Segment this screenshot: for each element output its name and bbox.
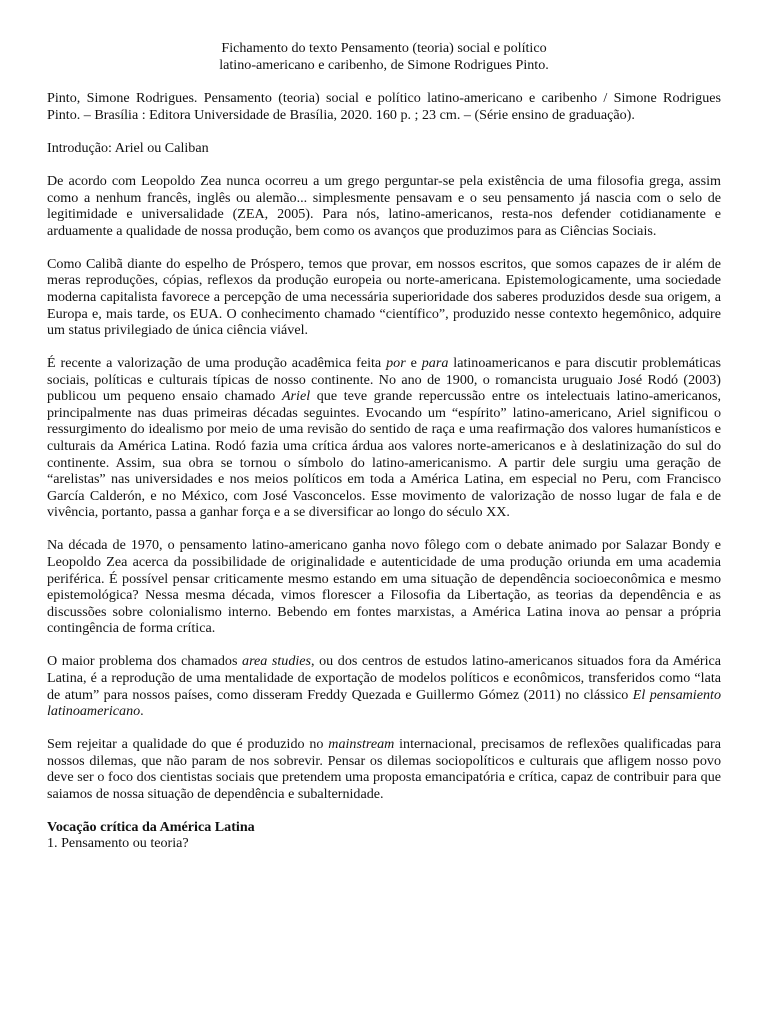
intro-title: Introdução: Ariel ou Caliban bbox=[47, 139, 209, 156]
paragraph-6-text-b: internacional, precisamos de reflexões qualificadas para nossos dilemas, que não param de nos sobrevir. Pensar os dilemas sociopolíticos e culturais que afligem nosso povo deve ser o foco dos cientistas sociais que pretendem uma proposta emancipatória e crítica, capaz de contribuir para que saiamos de nossa situação de dependência e subalternidade. bbox=[47, 736, 721, 802]
paragraph-3-text-a: É recente a valorização de uma produção acadêmica feita bbox=[47, 355, 387, 372]
paragraph-3-text-d: que teve grande repercussão entre os intelectuais latino-americanos, principalmente nas duas primeiras décadas seguintes. Evocando um “espírito” latino-americano, Ariel significou o ressurgimento do idealismo por meio de uma revisão do sentido de raça e uma reafirmação dos valores humanísticos e culturais da América Latina. Rodó fazia uma crítica árdua aos valores norte-americanos e à deslatinização do sul do continente. Assim, sua obra se tornou o símbolo do latino-americanismo. A partir dele surgiu uma geração de “arelistas” nas universidades e nos meios políticos em toda a América Latina, em especial no Peru, com Francisco García Calderón, e no México, com José Vasconcelos. Esse movimento de valorização de nosso lugar de fala e de vivência, portanto, passa a ganhar força e a se diversificar ao longo do século XX. bbox=[47, 388, 721, 521]
bibliographic-reference: Pinto, Simone Rodrigues. Pensamento (teoria) social e político latino-americano e caribenho / Simone Rodrigues Pinto. – Brasília : Editora Universidade de Brasília, 2020. 160 p. ; 23 cm. – (Série ensino de graduação). bbox=[47, 90, 721, 123]
paragraph-3-emphasis-para: para bbox=[421, 355, 449, 372]
section-item: 1. Pensamento ou teoria? bbox=[47, 835, 189, 852]
paragraph-1: De acordo com Leopoldo Zea nunca ocorreu a um grego perguntar-se pela existência de uma filosofia grega, assim como a nenhum francês, inglês ou alemão... simplesmente pensavam e o seu pensamento já nascia com o selo de legitimidade e universalidade (ZEA, 2005). Para nós, latino-americanos, resta-nos defender cotidianamente e arduamente a qualidade de nossa produção, bem como os avanços que produzimos para as Ciências Sociais. bbox=[47, 172, 721, 239]
document-page bbox=[47, 40, 721, 852]
paragraph-5-text-b: , ou dos centros de estudos latino-americanos situados fora da América Latina, é a reprodução de uma mentalidade de exportação de modelos políticos e econômicos, transferidos como “lata de atum” para nossos países, como disseram Freddy Quezada e Guillermo Gómez (2011) no clássico bbox=[47, 653, 722, 703]
paragraph-5-text-c: . bbox=[140, 703, 144, 720]
paragraph-6-emphasis-mainstream: mainstream bbox=[328, 736, 395, 753]
paragraph-5-emphasis-book-title: El pensamiento latinoamericano bbox=[47, 686, 721, 720]
section-heading: Vocação crítica da América Latina bbox=[47, 818, 255, 835]
paragraph-3 bbox=[47, 355, 721, 521]
paragraph-2: Como Calibã diante do espelho de Próspero, temos que provar, em nossos escritos, que somos capazes de ir além de meras reproduções, cópias, reflexos da produção europeia ou norte-americana. Epistemologicamente, uma sociedade moderna capitalista favorece a percepção de uma necessária superioridade dos saberes produzidos desde sua origem, a Europa e, mais tarde, os EUA. O conhecimento chamado “científico”, produzido nesse contexto hegemônico, adquire um status privilegiado de única ciência viável. bbox=[47, 255, 721, 339]
paragraph-3-emphasis-por: por bbox=[386, 355, 406, 372]
title-line-1: Fichamento do texto Pensamento (teoria) social e político bbox=[221, 40, 547, 56]
title-line-2: latino-americano e caribenho, de Simone Rodrigues Pinto. bbox=[219, 56, 549, 73]
paragraph-4: Na década de 1970, o pensamento latino-americano ganha novo fôlego com o debate animado por Salazar Bondy e Leopoldo Zea acerca da possibilidade de originalidade e autenticidade de uma produção oriunda em uma academia periférica. É possível pensar criticamente mesmo estando em uma situação de dependência socioeconômica e mesmo epistemológica? Nessa mesma década, vimos florescer a Filosofia da Libertação, as teorias da dependência e as discussões sobre colonialismo interno. Bebendo em fontes marxistas, a América Latina inova ao pensar a própria contingência de forma crítica. bbox=[47, 537, 721, 637]
paragraph-5-text-a: O maior problema dos chamados bbox=[47, 653, 243, 670]
paragraph-6-text-a: Sem rejeitar a qualidade do que é produzido no bbox=[47, 736, 329, 753]
paragraph-3-text-b: e bbox=[405, 355, 422, 372]
document-title bbox=[47, 40, 721, 73]
paragraph-3-emphasis-ariel: Ariel bbox=[281, 388, 311, 405]
paragraph-5-emphasis-area-studies: area studies bbox=[242, 653, 312, 670]
paragraph-3-text-c: latinoamericanos e para discutir problemáticas sociais, políticas e culturais típicas de nosso continente. No ano de 1900, o romancista uruguaio José Rodó (2003) publicou um pequeno ensaio chamado bbox=[47, 355, 721, 405]
paragraph-6 bbox=[47, 736, 721, 802]
paragraph-5 bbox=[47, 653, 721, 719]
